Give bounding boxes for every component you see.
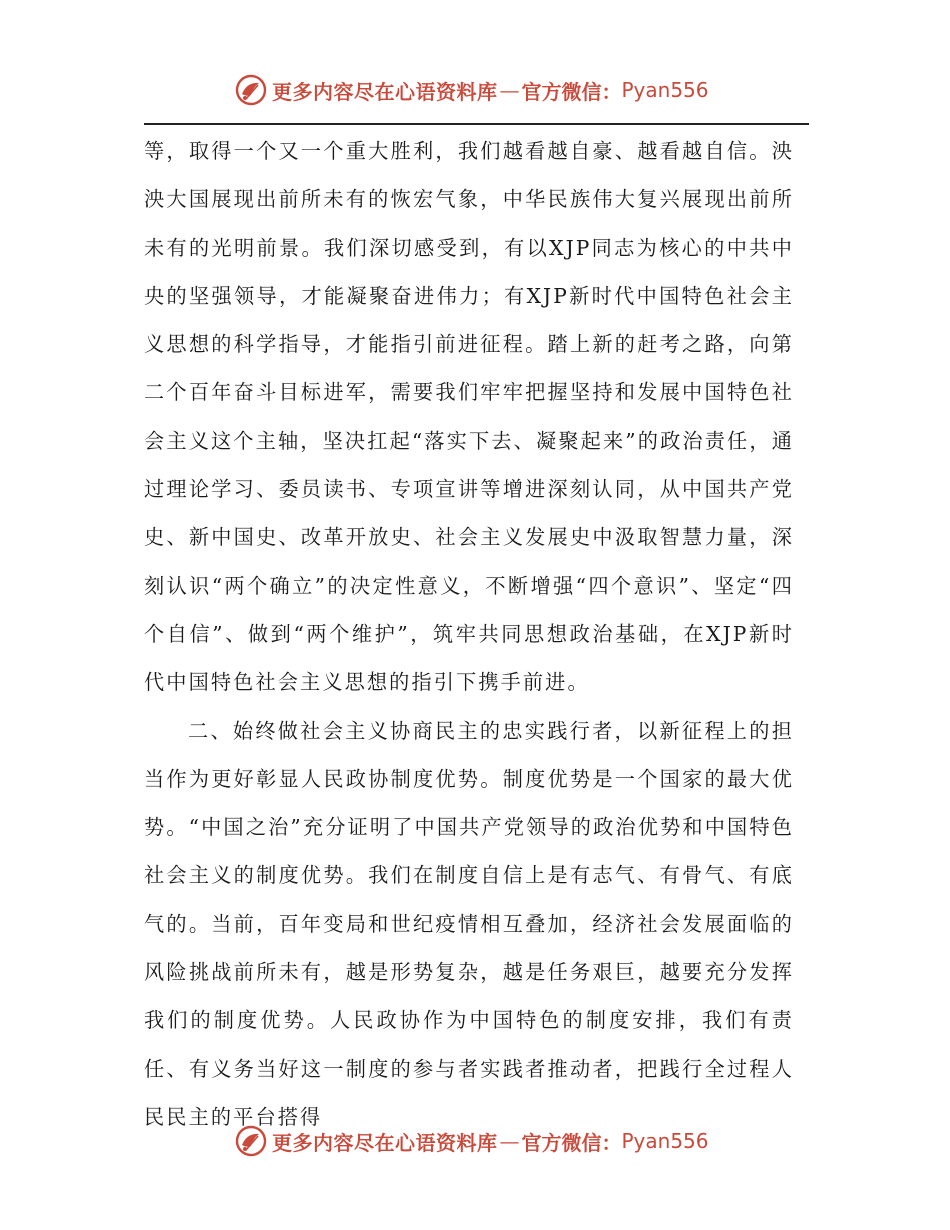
paragraph-2: 二、始终做社会主义协商民主的忠实践行者，以新征程上的担当作为更好彰显人民政协制度优势。制度优势是一个国家的最大优势。“中国之治”充分证明了中国共产党领导的政治优势和中国特色社会主义的制度优势。我们在制度自信上是有志气、有骨气、有底气的。当前，百年变局和世纪疫情相互叠加，经济社会发展面临的风险挑战前所未有，越是形势复杂，越是任务艰巨，越要充分发挥我们的制度优势。人民政协作为中国特色的制度安排，我们有责任、有义务当好这一制度的参与者实践者推动者，把践行全过程人民民主的平台搭得	[144, 718, 794, 1129]
banner-separator: —	[499, 78, 520, 102]
brand-logo-icon	[234, 1124, 268, 1158]
brand-logo-icon	[234, 73, 268, 107]
header-divider	[144, 123, 809, 125]
wechat-label: 官方微信：	[521, 1130, 622, 1155]
wechat-id: Pyan556	[621, 1129, 709, 1153]
footer-watermark-banner	[0, 1121, 950, 1161]
header-watermark-banner	[0, 70, 950, 110]
banner-separator: —	[499, 1129, 520, 1153]
banner-title: 更多内容尽在心语资料库	[272, 1130, 498, 1155]
wechat-id: Pyan556	[621, 78, 709, 102]
banner-title: 更多内容尽在心语资料库	[272, 79, 498, 104]
wechat-label: 官方微信：	[521, 79, 622, 104]
document-body	[144, 127, 794, 1141]
paragraph-1: 等，取得一个又一个重大胜利，我们越看越自豪、越看越自信。泱泱大国展现出前所未有的恢宏气象，中华民族伟大复兴展现出前所未有的光明前景。我们深切感受到，有以XJP同志为核心的中共中央的坚强领导，才能凝聚奋进伟力；有XJP新时代中国特色社会主义思想的科学指导，才能指引前进征程。踏上新的赶考之路，向第二个百年奋斗目标进军，需要我们牢牢把握坚持和发展中国特色社会主义这个主轴，坚决扛起“落实下去、凝聚起来”的政治责任，通过理论学习、委员读书、专项宣讲等增进深刻认同，从中国共产党史、新中国史、改革开放史、社会主义发展史中汲取智慧力量，深刻认识“两个确立”的决定性意义，不断增强“四个意识”、坚定“四个自信”、做到“两个维护”，筑牢共同思想政治基础，在XJP新时代中国特色社会主义思想的指引下携手前进。	[144, 139, 794, 695]
